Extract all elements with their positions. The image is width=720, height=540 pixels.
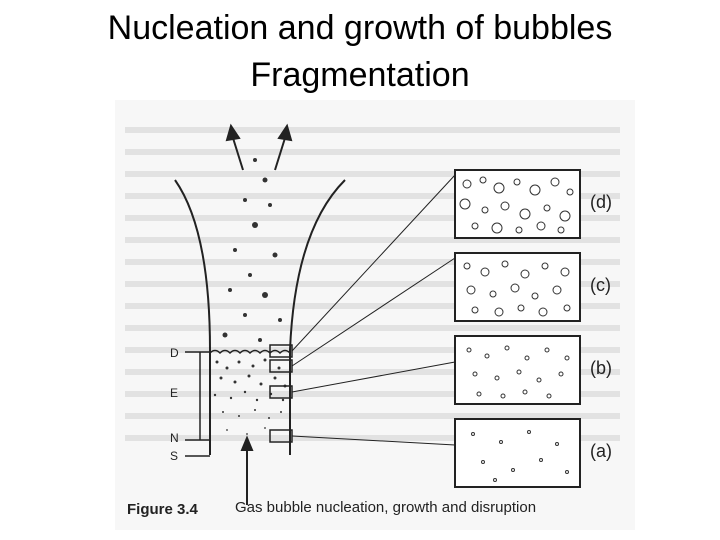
diagram-svg <box>115 100 635 530</box>
zone-label-s: S <box>170 449 179 463</box>
slide-subtitle: Fragmentation <box>250 56 470 94</box>
panel-label-b: (b) <box>590 358 612 378</box>
figure-caption-text: Gas bubble nucleation, growth and disruption <box>235 499 537 516</box>
zone-label-d: D <box>170 346 179 360</box>
slide-title: Nucleation and growth of bubbles <box>107 9 613 47</box>
zone-label-e: E <box>170 386 179 400</box>
figure-image <box>115 100 635 530</box>
zone-label-n: N <box>170 431 179 445</box>
panel-label-a: (a) <box>590 441 612 461</box>
panel-label-c: (c) <box>590 275 611 295</box>
figure-caption-label: Figure 3.4 <box>127 501 198 518</box>
panel-label-d: (d) <box>590 192 612 212</box>
